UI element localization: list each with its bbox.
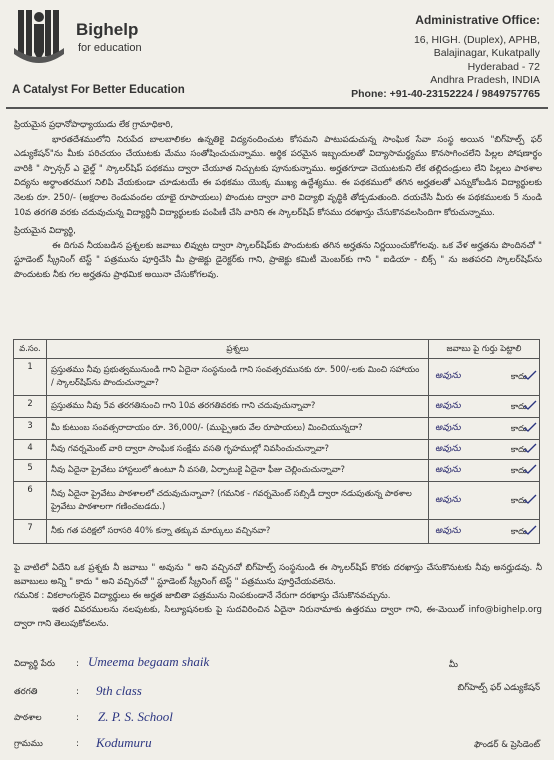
school-value[interactable]: Z. P. S. School: [98, 709, 173, 724]
no-option[interactable]: కాదు: [510, 526, 527, 536]
table-row: [14, 418, 540, 440]
pencil-bookmark-logo-icon: [12, 8, 66, 64]
question-text: నీకు గత పరిక్షలో సరాసరి 40% కన్నా తక్కువ మార్కులు వచ్చినవా?: [47, 520, 429, 544]
letter-body: [14, 118, 542, 283]
row-number: 1: [14, 359, 47, 396]
answer-cell[interactable]: [429, 359, 540, 396]
col-question-header: ప్రశ్నలు: [47, 340, 429, 359]
logo-subtitle: for education: [78, 42, 142, 54]
question-text: మీ కుటుంబ సంవత్సరాదాయం రూ. 36,000/- (ముప్పైఆరు వేల రూపాయలు) మించియున్నదా?: [47, 418, 429, 440]
closing-text: [14, 561, 542, 631]
table-header-row: [14, 340, 540, 359]
answer-cell[interactable]: [429, 482, 540, 520]
check-mark-icon: [523, 370, 537, 380]
yes-option[interactable]: అవును: [435, 370, 461, 380]
row-number: 2: [14, 396, 47, 418]
answer-cell[interactable]: [429, 440, 540, 460]
check-mark-icon: [523, 525, 537, 535]
check-mark-icon: [523, 494, 537, 504]
col-answer-header: జవాబు పై గుర్తు పెట్టాలి: [429, 340, 540, 359]
answer-cell[interactable]: [429, 460, 540, 482]
no-option[interactable]: కాదు: [510, 423, 527, 433]
answer-cell[interactable]: [429, 520, 540, 544]
no-option[interactable]: కాదు: [510, 465, 527, 475]
no-option[interactable]: కాదు: [510, 495, 527, 505]
col-number-header: వ.సం.: [14, 340, 47, 359]
answer-cell[interactable]: [429, 418, 540, 440]
check-mark-icon: [523, 400, 537, 410]
no-option[interactable]: కాదు: [510, 401, 527, 411]
yes-option[interactable]: అవును: [435, 494, 461, 504]
question-text: ప్రస్తుతము నీవు 5వ తరగతినుంచి గాని 10వ తరగతివరకు గాని చదువుచున్నావా?: [47, 396, 429, 418]
check-mark-icon: [523, 464, 537, 474]
row-number: 3: [14, 418, 47, 440]
instruction-paragraph: ఈ దిగువ నీయబడిన ప్రశ్నలకు జవాబు లివ్వుట ద్వారా స్కాలర్‌షిప్‌కు పొందుటకు తగిన అర్హతను నిర్ణయించుకోగలవు. ఒక వేళ అర్హతను పొందినచో " స్టూడెంట్ స్క్రీనింగ్ టెస్ట్ " పత్రమును పూర్తిచేసి మీ ప్రాజెక్టు డైరెక్టర్‌కు గాని, ప్రాజెక్టు కమిటీ మెంబర్‌కు గాని " ఐడియా - బిక్స్ " ను జతపరచి స్కాలర్‌షిప్‌ను పొందుటకు నీకు గల అర్హతను ప్రాథమిక అయినా చేసుకోగలవు.: [14, 240, 542, 280]
intro-paragraph: భారతదేశములోని నిరుపేద బాలబాలికల ఉన్నతికై విద్యనందించుట కోసమని పాటుపడుచున్న సాంఘిక సేవా సంస్థ అయిన "బిగ్‌హెల్ప్ ఫర్ ఎడ్యుకేషన్"ను మీకు పరిచయం చేయుటకు మేము సంతోషించుచున్నాము. అర్థిక పరమైన ఇబ్బందులతో విద్యాసామర్థ్యము కొనసాగించలేని పిల్లల పోషణార్థం వారికి " స్పాన్సర్ ఎ ఛైల్డ్ " స్కాలర్‌షిప్ పథకము ద్వారా చేయూత నిచ్చుటకు పూనుకున్నాము. అర్హతగూడా చెయుటకుని లేక తల్లిదండ్రులు లేని పిల్లలు పాఠశాల విద్యను అర్ధాంతరముగ నిలిపి వేయకుండా చూడుటయే ఈ పథకము యొక్క ముఖ్య ఉద్దేశ్యము. ఈ పథకములో తగిన అర్హతలతో ఎన్నుకోబడిన విద్యార్థులకు నెలకు రూ. 250/- (అక్షరాల రెండువందల యాభై రూపాయలు) పొందుట ద్వారా వారి విద్యాభి వృద్ధికి తోడ్పడుతుంది. దయచేసి మీరు ఈ పథకములకు 5 నుండి 10వ తరగతి వరకు చదువుచున్న విద్యార్థినీ విద్యార్థులకు పంపిణీ చేసి వారిని ఈ స్కాలర్‌షిప్ కోసము దరఖాస్తు చేసుకొనవలసిందిగా కోరుచున్నాము.: [14, 134, 542, 218]
sign-role: ఫౌండర్ & ప్రెసిడెంట్: [474, 740, 540, 750]
sign-organisation: బిగ్‌హెల్ప్ ఫర్ ఎడ్యుకేషన్: [457, 683, 540, 693]
office-phone: Phone: +91-40-23152224 / 9849757765: [351, 87, 540, 100]
eligibility-table: [13, 339, 540, 544]
table-row: [14, 396, 540, 418]
table-row: [14, 520, 540, 544]
yes-option[interactable]: అవును: [435, 525, 461, 535]
sign-prefix: మీ: [448, 660, 458, 670]
school-field: పాఠశాల :: [14, 713, 79, 723]
class-field: తరగతి :: [14, 687, 79, 697]
check-mark-icon: [523, 443, 537, 453]
contact-paragraph: ఇతర వివరములను నలపుటకు, సిల్యూషనలకు పై సుదవిరించిన ఏదైనా నిరునామాకు ఉత్తరము ద్వారా గాని, ఈ-మెయిల్ info@bighelp.org ద్వారా గాని తెలుపుకోవలను.: [14, 605, 542, 629]
village-value[interactable]: Kodumuru: [96, 735, 152, 750]
field-label: పాఠశాల: [14, 713, 42, 723]
eligibility-paragraph: పై వాటిలో ఏదేని ఒక ప్రశ్నకు నీ జవాబు " అవును " అని వచ్చినచో బిగ్‌హెల్ప్ సంస్థనుండి ఈ స్కాలర్‌షిప్ కొరకు దరఖాస్తు చేసుకొనుటకు నీవు అనర్హుడవు. నీ జవాబులు అన్ని " కాదు " అని వచ్చినచో " స్టూడెంట్ స్క్రీనింగ్ టెస్ట్ " పత్రమును పూర్తిచేయవలెను.: [14, 563, 542, 587]
address-line: Hyderabad - 72: [467, 60, 540, 73]
address-line: 16, HIGH. (Duplex), APHB,: [413, 33, 540, 46]
row-number: 5: [14, 460, 47, 482]
field-label: తరగతి: [14, 687, 38, 697]
yes-option[interactable]: అవును: [435, 422, 461, 432]
question-text: నీవు ఏదైనా ప్రైవేటు హాస్టలులో ఉంటూ నీ వసతి, ఏర్పాటుకై ఏదైనా ఫీజు చెల్లించుచున్నావా?: [47, 460, 429, 482]
address-line: Balajinagar, Kukatpally: [433, 47, 540, 59]
question-text: నీవు గవర్నమెంట్ వారి ద్వారా సాంఘిక సంక్షేమ వసతి గృహముల్లో నివసించుచున్నావా?: [47, 440, 429, 460]
check-mark-icon: [523, 422, 537, 432]
yes-option[interactable]: అవును: [435, 443, 461, 453]
yes-option[interactable]: అవును: [435, 400, 461, 410]
student-name-value[interactable]: Umeema begaam shaik: [88, 654, 210, 669]
office-address: [351, 14, 540, 101]
class-value[interactable]: 9th class: [96, 683, 142, 698]
logo: [12, 8, 182, 64]
table-row: [14, 482, 540, 520]
office-title: Administrative Office:: [415, 13, 540, 27]
note-paragraph: గమనిక : వికలాంగులైన విద్యార్థులు ఈ అర్హత జాబితా పత్రమును నింపకుండానే నేరుగా దరఖాస్తు చేసుకొనవచ్చును.: [14, 591, 391, 601]
row-number: 4: [14, 440, 47, 460]
village-field: గ్రామము :: [14, 739, 79, 749]
table-row: [14, 359, 540, 396]
row-number: 7: [14, 520, 47, 544]
no-option[interactable]: కాదు: [510, 371, 527, 381]
question-text: నీవు ఏదైనా ప్రైవేటు పాఠశాలలో చదువుచున్నావా? (గమనిక - గవర్నమెంట్ సబ్సిడీ ద్వారా నడుపుతున్న పాఠశాల ప్రైవేటు పాఠశాలగా గణించబడదు.): [47, 482, 429, 520]
salutation-student: ప్రియమైన విద్యార్థి,: [14, 226, 76, 237]
table-row: [14, 440, 540, 460]
salutation-headmaster: ప్రియమైన ప్రధానోపాధ్యాయుడు లేక గ్రామాధికారి,: [14, 120, 174, 130]
table-row: [14, 460, 540, 482]
header-divider: [6, 107, 548, 109]
no-option[interactable]: కాదు: [510, 444, 527, 454]
tagline: A Catalyst For Better Education: [12, 84, 185, 96]
address-line: Andhra Pradesh, INDIA: [430, 74, 540, 86]
row-number: 6: [14, 482, 47, 520]
logo-name: Bighelp: [76, 20, 139, 39]
field-label: విద్యార్థి పేరు: [14, 659, 55, 669]
student-name-field: విద్యార్థి పేరు :: [14, 659, 79, 669]
yes-option[interactable]: అవును: [435, 464, 461, 474]
answer-cell[interactable]: [429, 396, 540, 418]
field-label: గ్రామము: [14, 739, 43, 749]
question-text: ప్రస్తుతము నీవు ప్రభుత్వమునుండి గాని ఏదైనా సంస్థనుండి గాని సంవత్సరమునకు రూ. 500/-లకు మించి సహాయం / స్కాలర్‌షిప్‌ను పొందుచున్నావా?: [47, 359, 429, 396]
